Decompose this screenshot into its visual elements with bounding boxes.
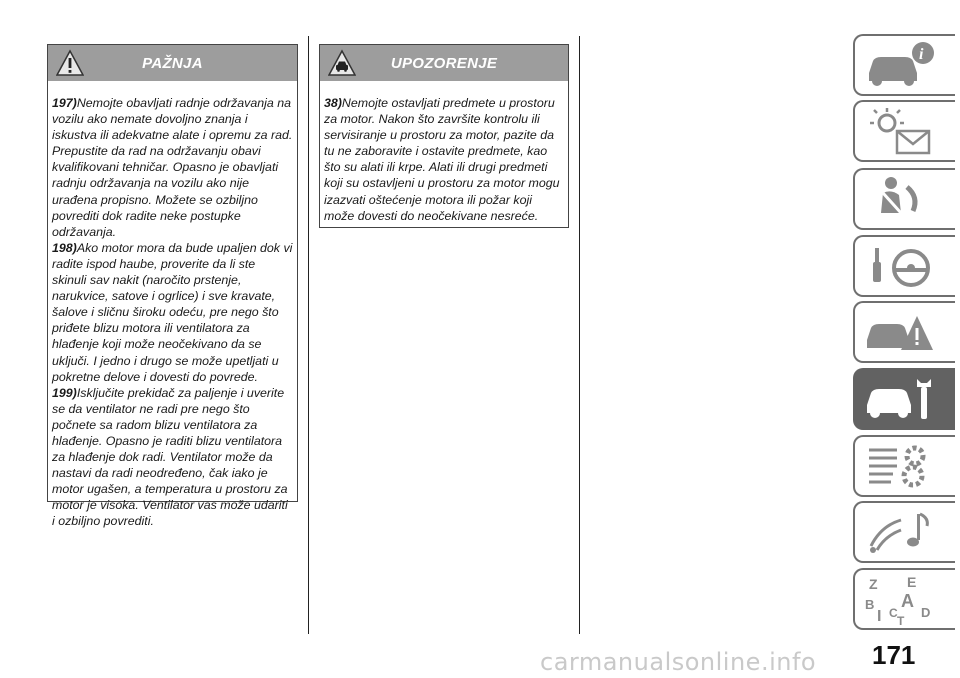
warning-box-body bbox=[48, 81, 297, 538]
tab-safety[interactable] bbox=[853, 168, 955, 230]
tab-car-info[interactable] bbox=[853, 34, 955, 96]
column-divider bbox=[579, 36, 580, 634]
tab-index[interactable] bbox=[853, 568, 955, 630]
svg-text:T: T bbox=[897, 614, 905, 625]
key-steering-wheel-icon bbox=[861, 240, 939, 292]
seat-belt-airbag-icon bbox=[861, 173, 939, 225]
car-emergency-icon bbox=[861, 306, 939, 358]
svg-text:Z: Z bbox=[869, 576, 878, 592]
svg-text:E: E bbox=[907, 574, 917, 590]
chapter-tabs bbox=[853, 0, 960, 678]
svg-text:A: A bbox=[901, 591, 914, 611]
alphabetical-index-icon bbox=[861, 573, 939, 625]
specifications-gears-icon bbox=[861, 440, 939, 492]
tab-technical-data[interactable] bbox=[853, 435, 955, 497]
caution-box-body bbox=[320, 81, 568, 232]
note-199: 199)Isključite prekidač za paljenje i uverite se da ventilator ne radi pre nego što počnete sa radom blizu ventilatora za hlađenje. Opasno je raditi blizu ventilatora za hlađenje dok radi. Ventilator može da nastavi da radi neodređeno, čak iako je motor ugašen, a temperatura u prostoru za motor je visoka. Ventilator vas može udariti i ozbiljno povrediti. bbox=[52, 385, 288, 529]
car-info-icon bbox=[861, 39, 939, 91]
warning-lights-message-icon bbox=[861, 105, 939, 157]
svg-text:C: C bbox=[889, 606, 898, 620]
tab-emergency[interactable] bbox=[853, 301, 955, 363]
svg-text:i: i bbox=[919, 46, 924, 63]
caution-box-header bbox=[320, 45, 568, 81]
caution-box-title: UPOZORENJE bbox=[390, 55, 498, 72]
tab-warning-lights[interactable] bbox=[853, 100, 955, 162]
column-divider bbox=[308, 36, 309, 634]
note-198: 198)Ako motor mora da bude upaljen dok vi radite ispod haube, proverite da li ste skinuli sav nakit (naročito prstenje, narukvice, satove i ogrlice) i sve kravate, šalove i sličnu široku odeću, pre nego što priđete blizu motora ili ventilatora za hlađenje koji može neočekivano da se uključi. I jedno i drugo se može upetljati u pokretne delove i dovesti do povrede. bbox=[52, 240, 293, 384]
warning-box-title: PAŽNJA bbox=[142, 55, 203, 72]
note-38: 38)Nemojte ostavljati predmete u prostoru za motor. Nakon što završite kontrolu ili servisiranje u prostoru za motor, pazite da tu ne zaboravite i ostavite predmete, kao što su alati ili krpe. Alati ili drugi predmeti koji su ostavljeni u prostoru za motor mogu izazvati oštećenje motora ili požar koji može dovesti do neočekivane nesreće. bbox=[324, 96, 560, 223]
warning-box-header bbox=[48, 45, 297, 81]
multimedia-music-icon bbox=[861, 506, 939, 558]
tab-multimedia[interactable] bbox=[853, 501, 955, 563]
car-maintenance-wrench-icon bbox=[861, 373, 939, 425]
caution-box bbox=[319, 44, 569, 228]
warning-box bbox=[47, 44, 298, 529]
page-number: 171 bbox=[872, 640, 916, 670]
svg-text:D: D bbox=[921, 605, 931, 620]
svg-text:I: I bbox=[877, 608, 882, 625]
tab-starting-driving[interactable] bbox=[853, 235, 955, 297]
tab-maintenance[interactable] bbox=[853, 368, 955, 430]
note-197: 197)Nemojte obavljati radnje održavanja na vozilu ako nemate dovoljno znanja i iskustva ili adekvatne alate i opremu za rad. Prepustite da rad na održavanju obavi kvalifikovani tehničar. Opasno je obavljati radnju održavanja na vozilu ako nije urađena propisno. Možete se ozbiljno povrediti dok radite neke postupke održavanja. bbox=[52, 96, 293, 239]
watermark: carmanualsonline.info bbox=[540, 648, 817, 676]
svg-text:B: B bbox=[865, 597, 875, 612]
